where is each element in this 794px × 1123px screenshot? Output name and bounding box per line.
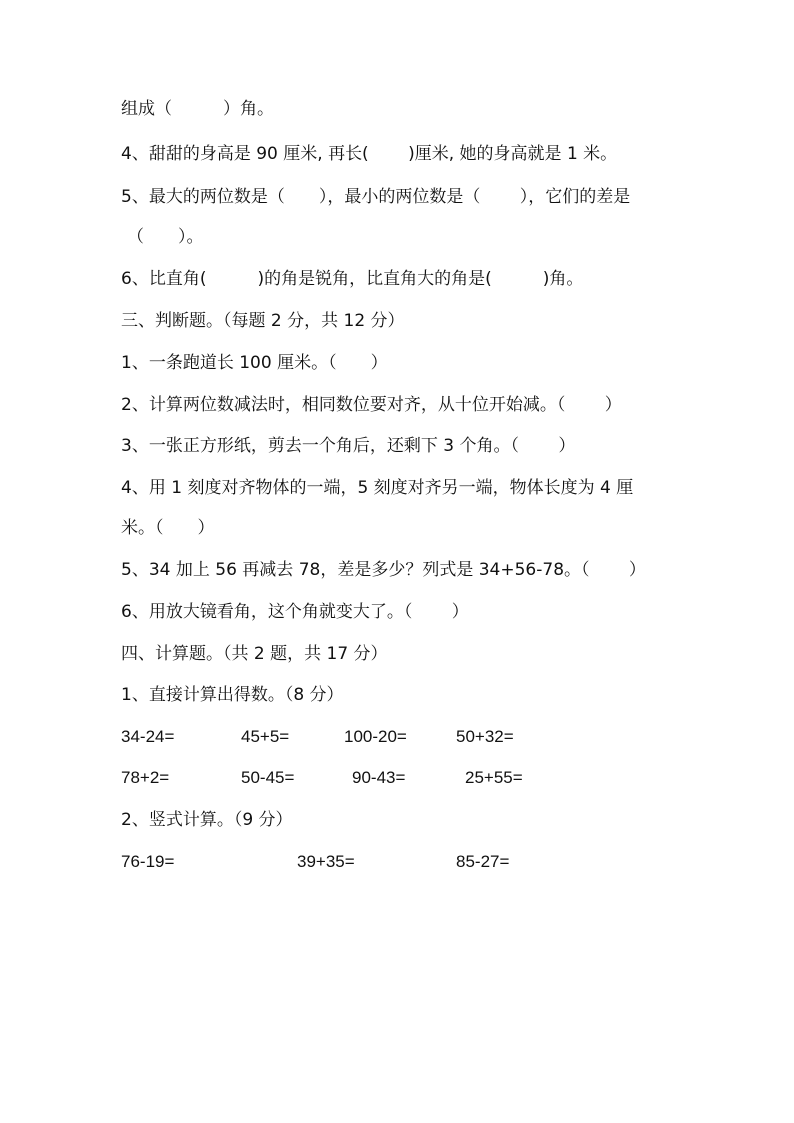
calc-sub-2: 2、竖式计算。（9 分） xyxy=(121,810,293,830)
judge-item-6: 6、用放大镜看角，这个角就变大了。（ ） xyxy=(121,602,469,622)
vertical-calc-item: 76-19= xyxy=(121,852,175,871)
question-5-line1: 5、最大的两位数是（ ），最小的两位数是（ ），它们的差是 xyxy=(121,187,631,207)
calc-item: 45+5= xyxy=(241,727,290,746)
judge-item-1: 1、一条跑道长 100 厘米。（ ） xyxy=(121,353,388,373)
question-continuation: 组成（ ）角。 xyxy=(121,99,274,119)
question-4: 4、甜甜的身高是 90 厘米, 再长( )厘米, 她的身高就是 1 米。 xyxy=(121,144,618,164)
vertical-calc-item: 85-27= xyxy=(456,852,510,871)
calc-item: 34-24= xyxy=(121,727,175,746)
calc-item: 50+32= xyxy=(456,727,514,746)
judge-item-2: 2、计算两位数减法时，相同数位要对齐，从十位开始减。（ ） xyxy=(121,395,622,415)
calc-item: 50-45= xyxy=(241,768,295,787)
judge-item-4-line2: 米。（ ） xyxy=(121,518,215,538)
calc-item: 90-43= xyxy=(352,768,406,787)
calc-item: 78+2= xyxy=(121,768,170,787)
section-4-heading: 四、计算题。（共 2 题，共 17 分） xyxy=(121,644,388,664)
judge-item-3: 3、一张正方形纸，剪去一个角后，还剩下 3 个角。（ ） xyxy=(121,436,576,456)
calc-item: 100-20= xyxy=(344,727,407,746)
question-5-line2: （ ）。 xyxy=(127,227,204,247)
vertical-calc-item: 39+35= xyxy=(297,852,355,871)
judge-item-5: 5、34 加上 56 再减去 78，差是多少？列式是 34+56-78。（ ） xyxy=(121,560,646,580)
question-6: 6、比直角( )的角是锐角，比直角大的角是( )角。 xyxy=(121,269,584,289)
judge-item-4-line1: 4、用 1 刻度对齐物体的一端，5 刻度对齐另一端，物体长度为 4 厘 xyxy=(121,478,634,498)
calc-sub-1: 1、直接计算出得数。（8 分） xyxy=(121,685,344,705)
section-3-heading: 三、判断题。（每题 2 分，共 12 分） xyxy=(121,311,405,331)
calc-item: 25+55= xyxy=(465,768,523,787)
